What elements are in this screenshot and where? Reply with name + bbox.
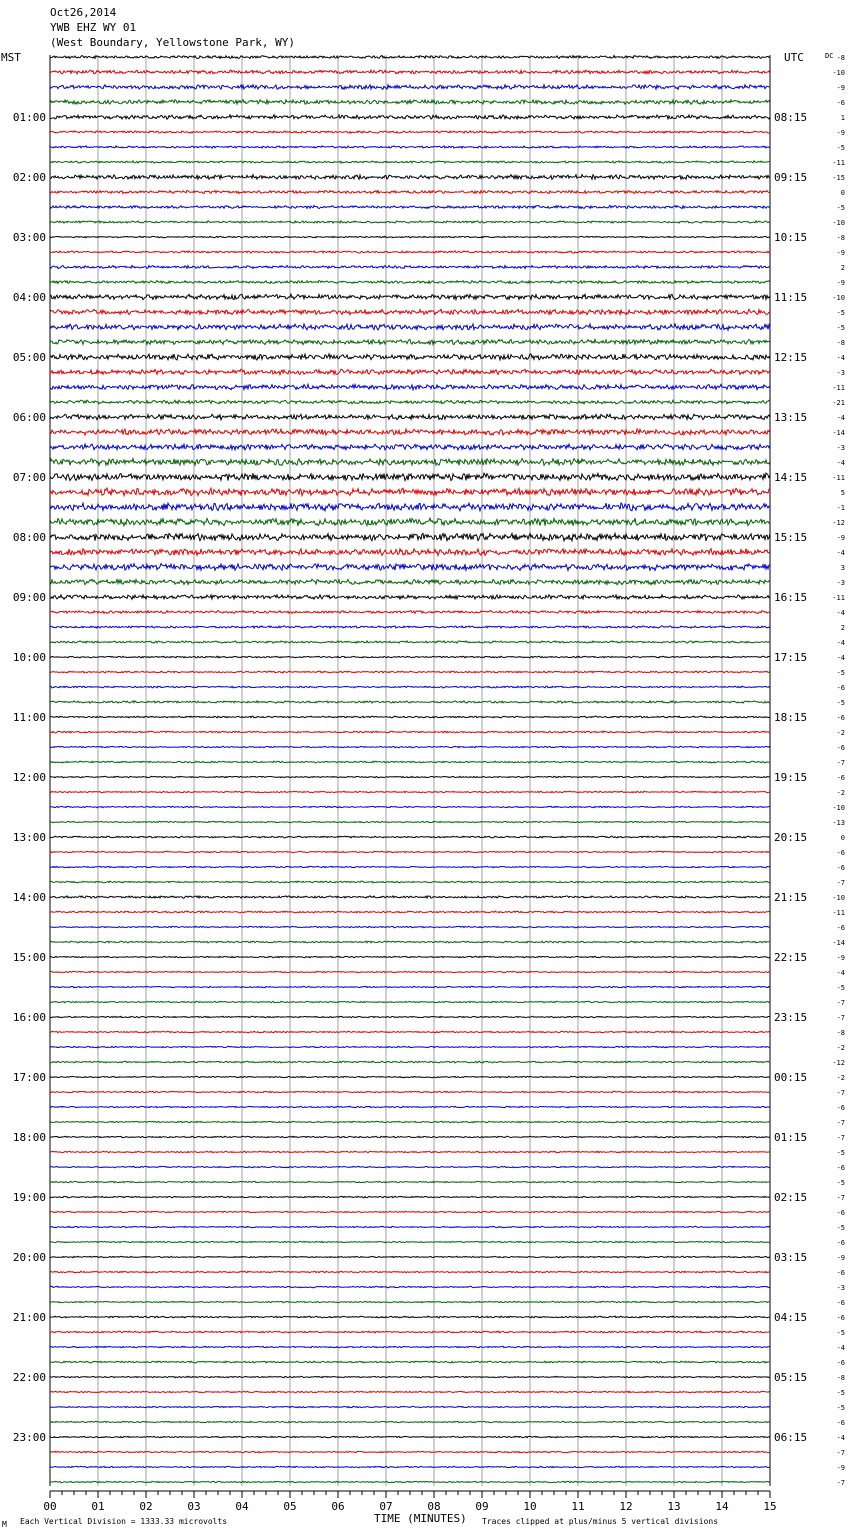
dc-offset-label: -10 (832, 804, 845, 812)
dc-offset-label: -5 (836, 984, 845, 992)
seismic-traces (50, 56, 770, 1483)
dc-offset-label: -4 (836, 639, 845, 647)
dc-offset-label: -9 (836, 1254, 845, 1262)
mst-hour-label: 02:00 (12, 171, 46, 184)
trace-row (50, 1166, 770, 1168)
trace-row (50, 1016, 770, 1018)
trace-row (50, 1376, 770, 1378)
dc-offset-label: -4 (836, 654, 845, 662)
dc-offset-label: -21 (832, 399, 845, 407)
trace-row (50, 1331, 770, 1333)
trace-row (50, 1121, 770, 1123)
utc-hour-label: 00:15 (774, 1071, 808, 1084)
dc-offset-label: -7 (836, 1194, 845, 1202)
trace-row (50, 1466, 770, 1468)
dc-offset-label: -4 (836, 549, 845, 557)
trace-row (50, 1106, 770, 1108)
trace-row (50, 533, 770, 541)
dc-offset-label: -4 (836, 609, 845, 617)
dc-offset-label: -9 (836, 279, 845, 287)
dc-offset-label: -6 (836, 1104, 845, 1112)
trace-row (50, 175, 770, 180)
trace-row (50, 221, 770, 223)
trace-row (50, 1211, 770, 1212)
trace-row (50, 716, 770, 718)
trace-row (50, 205, 770, 208)
trace-row (50, 1001, 770, 1003)
trace-row (50, 1046, 770, 1048)
dc-offset-label: -2 (836, 729, 845, 737)
utc-hour-label: 08:15 (774, 111, 808, 124)
trace-row (50, 686, 770, 688)
dc-offset-label: -6 (836, 774, 845, 782)
dc-offset-label: -6 (836, 684, 845, 692)
mst-hour-label: 03:00 (12, 231, 46, 244)
dc-offset-label: -5 (836, 669, 845, 677)
utc-hour-label: 12:15 (774, 351, 808, 364)
mst-hour-label: 13:00 (12, 831, 46, 844)
trace-row (50, 518, 770, 526)
trace-row (50, 1136, 770, 1138)
dc-offset-label: -7 (836, 1449, 845, 1457)
mst-hour-label: 09:00 (12, 591, 46, 604)
dc-offset-label: -6 (836, 744, 845, 752)
mst-hour-label: 22:00 (12, 1371, 46, 1384)
trace-row (50, 1346, 770, 1348)
utc-hour-label: 01:15 (774, 1131, 808, 1144)
dc-offset-label: -5 (836, 699, 845, 707)
trace-row (50, 414, 770, 419)
dc-offset-label: -9 (836, 1464, 845, 1472)
trace-row (50, 191, 770, 194)
trace-row (50, 549, 770, 556)
utc-hour-label: 11:15 (774, 291, 808, 304)
trace-row (50, 384, 770, 389)
trace-row (50, 161, 770, 163)
trace-row (50, 70, 770, 74)
mst-hour-label: 05:00 (12, 351, 46, 364)
trace-row (50, 776, 770, 777)
utc-hour-label: 18:15 (774, 711, 808, 724)
dc-offset-label: -7 (836, 759, 845, 767)
dc-offset-label: -5 (836, 1224, 845, 1232)
dc-offset-label: -8 (836, 54, 845, 62)
trace-row (50, 146, 770, 148)
x-tick-label: 15 (763, 1500, 777, 1513)
dc-offset-label: -4 (836, 459, 845, 467)
trace-row (50, 1436, 770, 1438)
trace-row (50, 1256, 770, 1258)
dc-offset-label: -4 (836, 414, 845, 422)
dc-offset-label: -7 (836, 1014, 845, 1022)
trace-row (50, 503, 770, 511)
trace-row (50, 1481, 770, 1483)
utc-hour-label: 19:15 (774, 771, 808, 784)
trace-row (50, 280, 770, 283)
x-tick-label: 13 (667, 1500, 681, 1513)
dc-offset-label: -10 (832, 894, 845, 902)
x-tick-label: 04 (235, 1500, 249, 1513)
dc-offset-label: -6 (836, 849, 845, 857)
dc-offset-label: -12 (832, 519, 845, 527)
utc-hour-label: 22:15 (774, 951, 808, 964)
trace-row (50, 85, 770, 90)
trace-row (50, 369, 770, 374)
trace-row (50, 564, 770, 571)
utc-hour-label: 05:15 (774, 1371, 808, 1384)
utc-hour-label: 17:15 (774, 651, 808, 664)
dc-offset-label: -5 (836, 1329, 845, 1337)
dc-offset-label: -6 (836, 1314, 845, 1322)
trace-row (50, 1151, 770, 1153)
mst-hour-label: 01:00 (12, 111, 46, 124)
x-tick-label: 02 (139, 1500, 153, 1513)
mst-hour-label: 06:00 (12, 411, 46, 424)
trace-row (50, 56, 770, 59)
trace-row (50, 115, 770, 119)
trace-row (50, 671, 770, 673)
dc-offset-label: -6 (836, 99, 845, 107)
trace-row (50, 761, 770, 763)
utc-hour-label: 03:15 (774, 1251, 808, 1264)
dc-offset-label: -11 (832, 594, 845, 602)
dc-offset-label: -5 (836, 1404, 845, 1412)
trace-row (50, 626, 770, 628)
dc-offset-label: -5 (836, 309, 845, 317)
trace-row (50, 821, 770, 823)
dc-offset-label: -8 (836, 234, 845, 242)
vertical-gridlines (50, 55, 770, 1486)
mst-hour-label: 14:00 (12, 891, 46, 904)
dc-offset-label: -9 (836, 249, 845, 257)
dc-offset-label: -11 (832, 384, 845, 392)
mst-hour-label: 15:00 (12, 951, 46, 964)
trace-row (50, 926, 770, 928)
trace-row (50, 1241, 770, 1243)
dc-offset-label: -11 (832, 909, 845, 917)
dc-offset-label: -9 (836, 129, 845, 137)
x-tick-label: 00 (43, 1500, 57, 1513)
mst-hour-label: 21:00 (12, 1311, 46, 1324)
mst-hour-label: 08:00 (12, 531, 46, 544)
x-tick-label: 07 (379, 1500, 393, 1513)
trace-row (50, 131, 770, 133)
dc-offset-label: 0 (840, 834, 845, 842)
location-label: (West Boundary, Yellowstone Park, WY) (50, 36, 296, 49)
x-tick-label: 01 (91, 1500, 105, 1513)
trace-row (50, 1076, 770, 1078)
dc-offset-label: -4 (836, 1434, 845, 1442)
trace-row (50, 251, 770, 253)
trace-row (50, 1391, 770, 1393)
mst-hour-label: 23:00 (12, 1431, 46, 1444)
dc-offset-label: -6 (836, 1164, 845, 1172)
dc-offset-label: -6 (836, 1269, 845, 1277)
trace-row (50, 1451, 770, 1453)
dc-offset-label: -4 (836, 1344, 845, 1352)
trace-row (50, 731, 770, 733)
trace-row (50, 324, 770, 330)
scale-note: Each Vertical Division = 1333.33 microvolts (20, 1517, 228, 1526)
time-axis (43, 1491, 776, 1513)
mst-axis-title: MST (1, 51, 21, 64)
utc-hour-label: 13:15 (774, 411, 808, 424)
trace-row (50, 1271, 770, 1273)
dc-offset-label: -9 (836, 534, 845, 542)
dc-offset-label: -4 (836, 969, 845, 977)
dc-offset-label: 5 (840, 489, 845, 497)
trace-row (50, 881, 770, 883)
x-tick-label: 06 (331, 1500, 345, 1513)
trace-row (50, 956, 770, 958)
mst-hour-label: 17:00 (12, 1071, 46, 1084)
x-tick-label: 14 (715, 1500, 729, 1513)
dc-offset-label: -5 (836, 1179, 845, 1187)
x-tick-label: 05 (283, 1500, 297, 1513)
dc-offset-label: -6 (836, 1209, 845, 1217)
mst-hour-label: 11:00 (12, 711, 46, 724)
x-tick-label: 10 (523, 1500, 537, 1513)
trace-row (50, 656, 770, 658)
dc-offset-label: -9 (836, 84, 845, 92)
trace-row (50, 1361, 770, 1363)
dc-offset-label: -12 (832, 1059, 845, 1067)
trace-row (50, 459, 770, 466)
dc-offset-label: -6 (836, 1359, 845, 1367)
dc-offset-label: -5 (836, 1389, 845, 1397)
trace-row (50, 971, 770, 973)
station-label: YWB EHZ WY 01 (50, 21, 137, 34)
utc-hour-label: 06:15 (774, 1431, 808, 1444)
trace-row (50, 611, 770, 614)
dc-offset-label: -6 (836, 714, 845, 722)
utc-hour-label: 23:15 (774, 1011, 808, 1024)
utc-hour-label: 14:15 (774, 471, 808, 484)
trace-row (50, 1091, 770, 1092)
trace-row (50, 309, 770, 314)
trace-row (50, 1031, 770, 1032)
trace-row (50, 473, 770, 480)
x-tick-label: 11 (571, 1500, 585, 1513)
trace-row (50, 701, 770, 703)
mst-hour-label: 18:00 (12, 1131, 46, 1144)
dc-offset-label: -8 (836, 1374, 845, 1382)
trace-row (50, 294, 770, 299)
dc-offset-label: -2 (836, 1074, 845, 1082)
dc-offset-label: -10 (832, 294, 845, 302)
dc-offset-label: -5 (836, 1149, 845, 1157)
dc-offset-label: -13 (832, 819, 845, 827)
trace-row (50, 488, 770, 496)
dc-offset-label: -7 (836, 879, 845, 887)
dc-offset-label: -15 (832, 174, 845, 182)
trace-row (50, 1301, 770, 1303)
x-tick-label: 12 (619, 1500, 633, 1513)
utc-hour-label: 21:15 (774, 891, 808, 904)
trace-row (50, 836, 770, 838)
dc-offset-label: 3 (840, 564, 845, 572)
dc-offset-label: -11 (832, 159, 845, 167)
dc-offset-label: -2 (836, 1044, 845, 1052)
dc-offset-label: -7 (836, 1479, 845, 1487)
dc-offset-label: -6 (836, 864, 845, 872)
mst-hour-label: 19:00 (12, 1191, 46, 1204)
dc-offset-label: 2 (840, 624, 845, 632)
x-tick-label: 08 (427, 1500, 441, 1513)
trace-row (50, 1226, 770, 1228)
mst-hour-label: 04:00 (12, 291, 46, 304)
trace-row (50, 429, 770, 435)
dc-offset-label: -5 (836, 204, 845, 212)
dc-offset-label: -10 (832, 219, 845, 227)
trace-row (50, 595, 770, 599)
trace-row (50, 236, 770, 238)
dc-offset-label: -6 (836, 1239, 845, 1247)
utc-hour-label: 15:15 (774, 531, 808, 544)
dc-offset-label: -11 (832, 474, 845, 482)
mst-hour-label: 07:00 (12, 471, 46, 484)
trace-row (50, 1196, 770, 1198)
dc-offset-label: -6 (836, 1419, 845, 1427)
dc-offset-label: 2 (840, 264, 845, 272)
dc-offset-label: -7 (836, 1089, 845, 1097)
trace-row (50, 265, 770, 268)
dc-offset-label: -8 (836, 339, 845, 347)
dc-offset-label: 0 (840, 189, 845, 197)
trace-row (50, 339, 770, 344)
trace-row (50, 354, 770, 360)
x-axis-title: TIME (MINUTES) (374, 1512, 467, 1525)
trace-row (50, 791, 770, 793)
trace-row (50, 1286, 770, 1288)
x-tick-label: 09 (475, 1500, 489, 1513)
trace-row (50, 896, 770, 898)
trace-row (50, 1421, 770, 1423)
x-tick-label: 03 (187, 1500, 201, 1513)
dc-offset-label: -1 (836, 504, 845, 512)
dc-offset-label: 1 (840, 114, 845, 122)
trace-row (50, 866, 770, 868)
dc-axis-title: DC (825, 52, 834, 60)
mst-hour-label: 12:00 (12, 771, 46, 784)
trace-row (50, 1406, 770, 1408)
utc-hour-label: 10:15 (774, 231, 808, 244)
dc-offset-label: -14 (832, 939, 845, 947)
corner-mark: M (2, 1520, 7, 1529)
utc-hour-label: 16:15 (774, 591, 808, 604)
dc-offset-label: -3 (836, 579, 845, 587)
dc-offset-label: -7 (836, 1134, 845, 1142)
trace-row (50, 444, 770, 450)
trace-row (50, 1181, 770, 1183)
dc-offset-label: -6 (836, 1299, 845, 1307)
trace-row (50, 806, 770, 808)
trace-row (50, 851, 770, 853)
utc-hour-label: 20:15 (774, 831, 808, 844)
dc-offset-label: -2 (836, 789, 845, 797)
trace-row (50, 641, 770, 643)
utc-hour-label: 04:15 (774, 1311, 808, 1324)
trace-row (50, 1061, 770, 1063)
dc-offset-label: -10 (832, 69, 845, 77)
dc-offset-label: -8 (836, 1029, 845, 1037)
trace-row (50, 400, 770, 404)
dc-offset-label: -3 (836, 1284, 845, 1292)
trace-row (50, 1316, 770, 1318)
trace-row (50, 579, 770, 585)
dc-offset-label: -3 (836, 444, 845, 452)
trace-row (50, 746, 770, 748)
utc-hour-label: 02:15 (774, 1191, 808, 1204)
dc-offset-label: -3 (836, 369, 845, 377)
dc-offset-label: -5 (836, 144, 845, 152)
dc-offset-label: -6 (836, 924, 845, 932)
trace-row (50, 100, 770, 105)
dc-offset-label: -9 (836, 954, 845, 962)
dc-offset-label: -14 (832, 429, 845, 437)
utc-axis-title: UTC (784, 51, 804, 64)
utc-hour-label: 09:15 (774, 171, 808, 184)
trace-row (50, 986, 770, 988)
mst-hour-label: 20:00 (12, 1251, 46, 1264)
dc-offset-label: -5 (836, 324, 845, 332)
clip-note: Traces clipped at plus/minus 5 vertical divisions (482, 1517, 719, 1526)
date-label: Oct26,2014 (50, 6, 117, 19)
dc-offset-label: -7 (836, 1119, 845, 1127)
mst-hour-label: 16:00 (12, 1011, 46, 1024)
trace-row (50, 941, 770, 943)
dc-offset-label: -7 (836, 999, 845, 1007)
mst-hour-label: 10:00 (12, 651, 46, 664)
trace-row (50, 911, 770, 913)
dc-offset-label: -4 (836, 354, 845, 362)
